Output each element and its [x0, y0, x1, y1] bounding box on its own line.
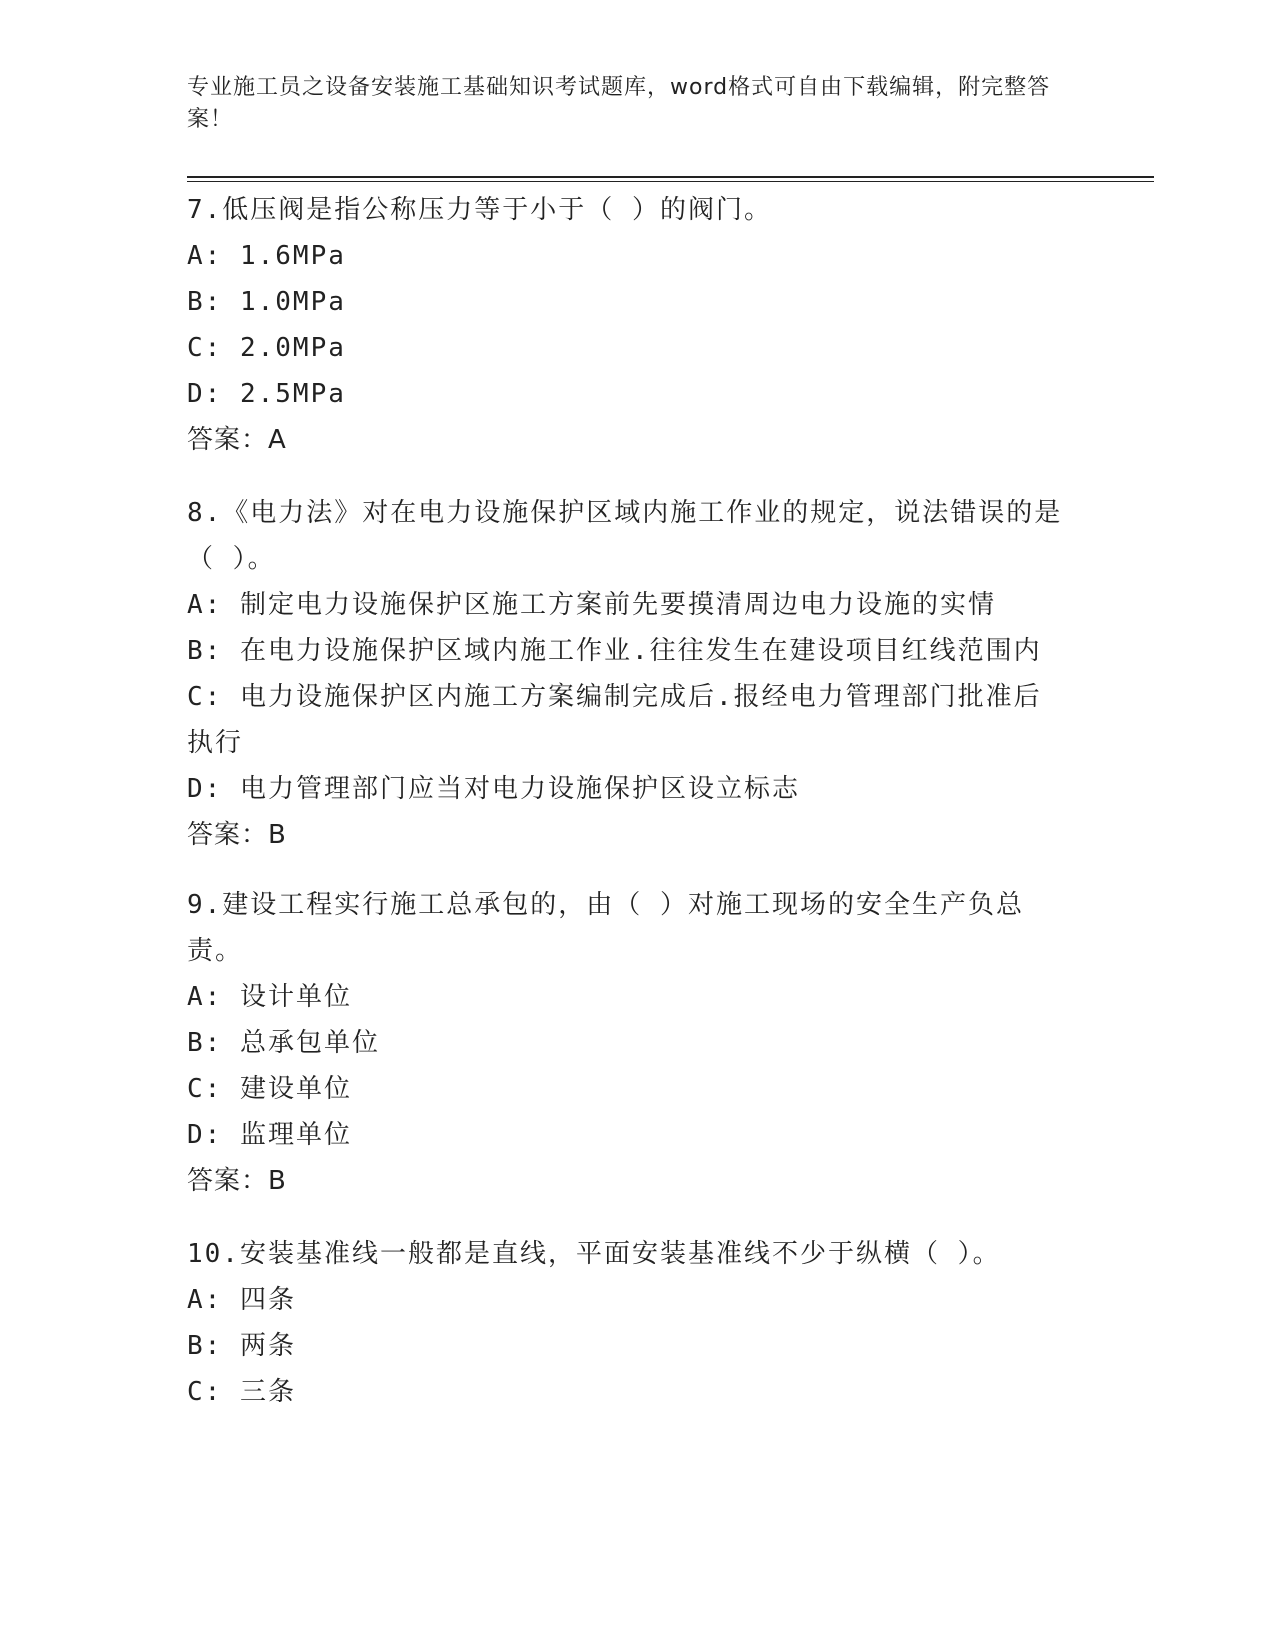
question-stem: 9.建设工程实行施工总承包的，由（ ）对施工现场的安全生产负总责。 — [187, 890, 1024, 966]
option-b: B: 两条 — [187, 1331, 296, 1361]
option-d: D: 电力管理部门应当对电力设施保护区设立标志 — [187, 774, 800, 804]
question-7 — [187, 187, 1067, 463]
header-divider-top — [187, 176, 1154, 178]
option-c: C: 2.0MPa — [187, 333, 346, 363]
answer: 答案：B — [187, 1166, 287, 1196]
question-stem: 8.《电力法》对在电力设施保护区域内施工作业的规定，说法错误的是（ ）。 — [187, 498, 1063, 574]
option-c: C: 三条 — [187, 1377, 296, 1407]
option-a: A: 设计单位 — [187, 982, 352, 1012]
document-header: 专业施工员之设备安装施工基础知识考试题库，word格式可自由下载编辑，附完整答案！ — [187, 75, 1051, 132]
question-stem: 10.安装基准线一般都是直线，平面安装基准线不少于纵横（ ）。 — [187, 1239, 1001, 1269]
option-d: D: 2.5MPa — [187, 379, 346, 409]
option-a: A: 四条 — [187, 1285, 296, 1315]
option-c: C: 电力设施保护区内施工方案编制完成后.报经电力管理部门批准后执行 — [187, 682, 1042, 758]
question-10 — [187, 1231, 1067, 1415]
question-stem: 7.低压阀是指公称压力等于小于（ ）的阀门。 — [187, 195, 772, 225]
option-c: C: 建设单位 — [187, 1074, 352, 1104]
answer: 答案：B — [187, 820, 287, 850]
option-b: B: 总承包单位 — [187, 1028, 380, 1058]
option-b: B: 1.0MPa — [187, 287, 346, 317]
header-divider-bottom — [187, 181, 1154, 182]
option-d: D: 监理单位 — [187, 1120, 352, 1150]
question-9 — [187, 882, 1067, 1204]
option-b: B: 在电力设施保护区域内施工作业.往往发生在建设项目红线范围内 — [187, 636, 1042, 666]
answer: 答案：A — [187, 425, 287, 455]
question-8 — [187, 490, 1067, 858]
option-a: A: 1.6MPa — [187, 241, 346, 271]
option-a: A: 制定电力设施保护区施工方案前先要摸清周边电力设施的实情 — [187, 590, 996, 620]
